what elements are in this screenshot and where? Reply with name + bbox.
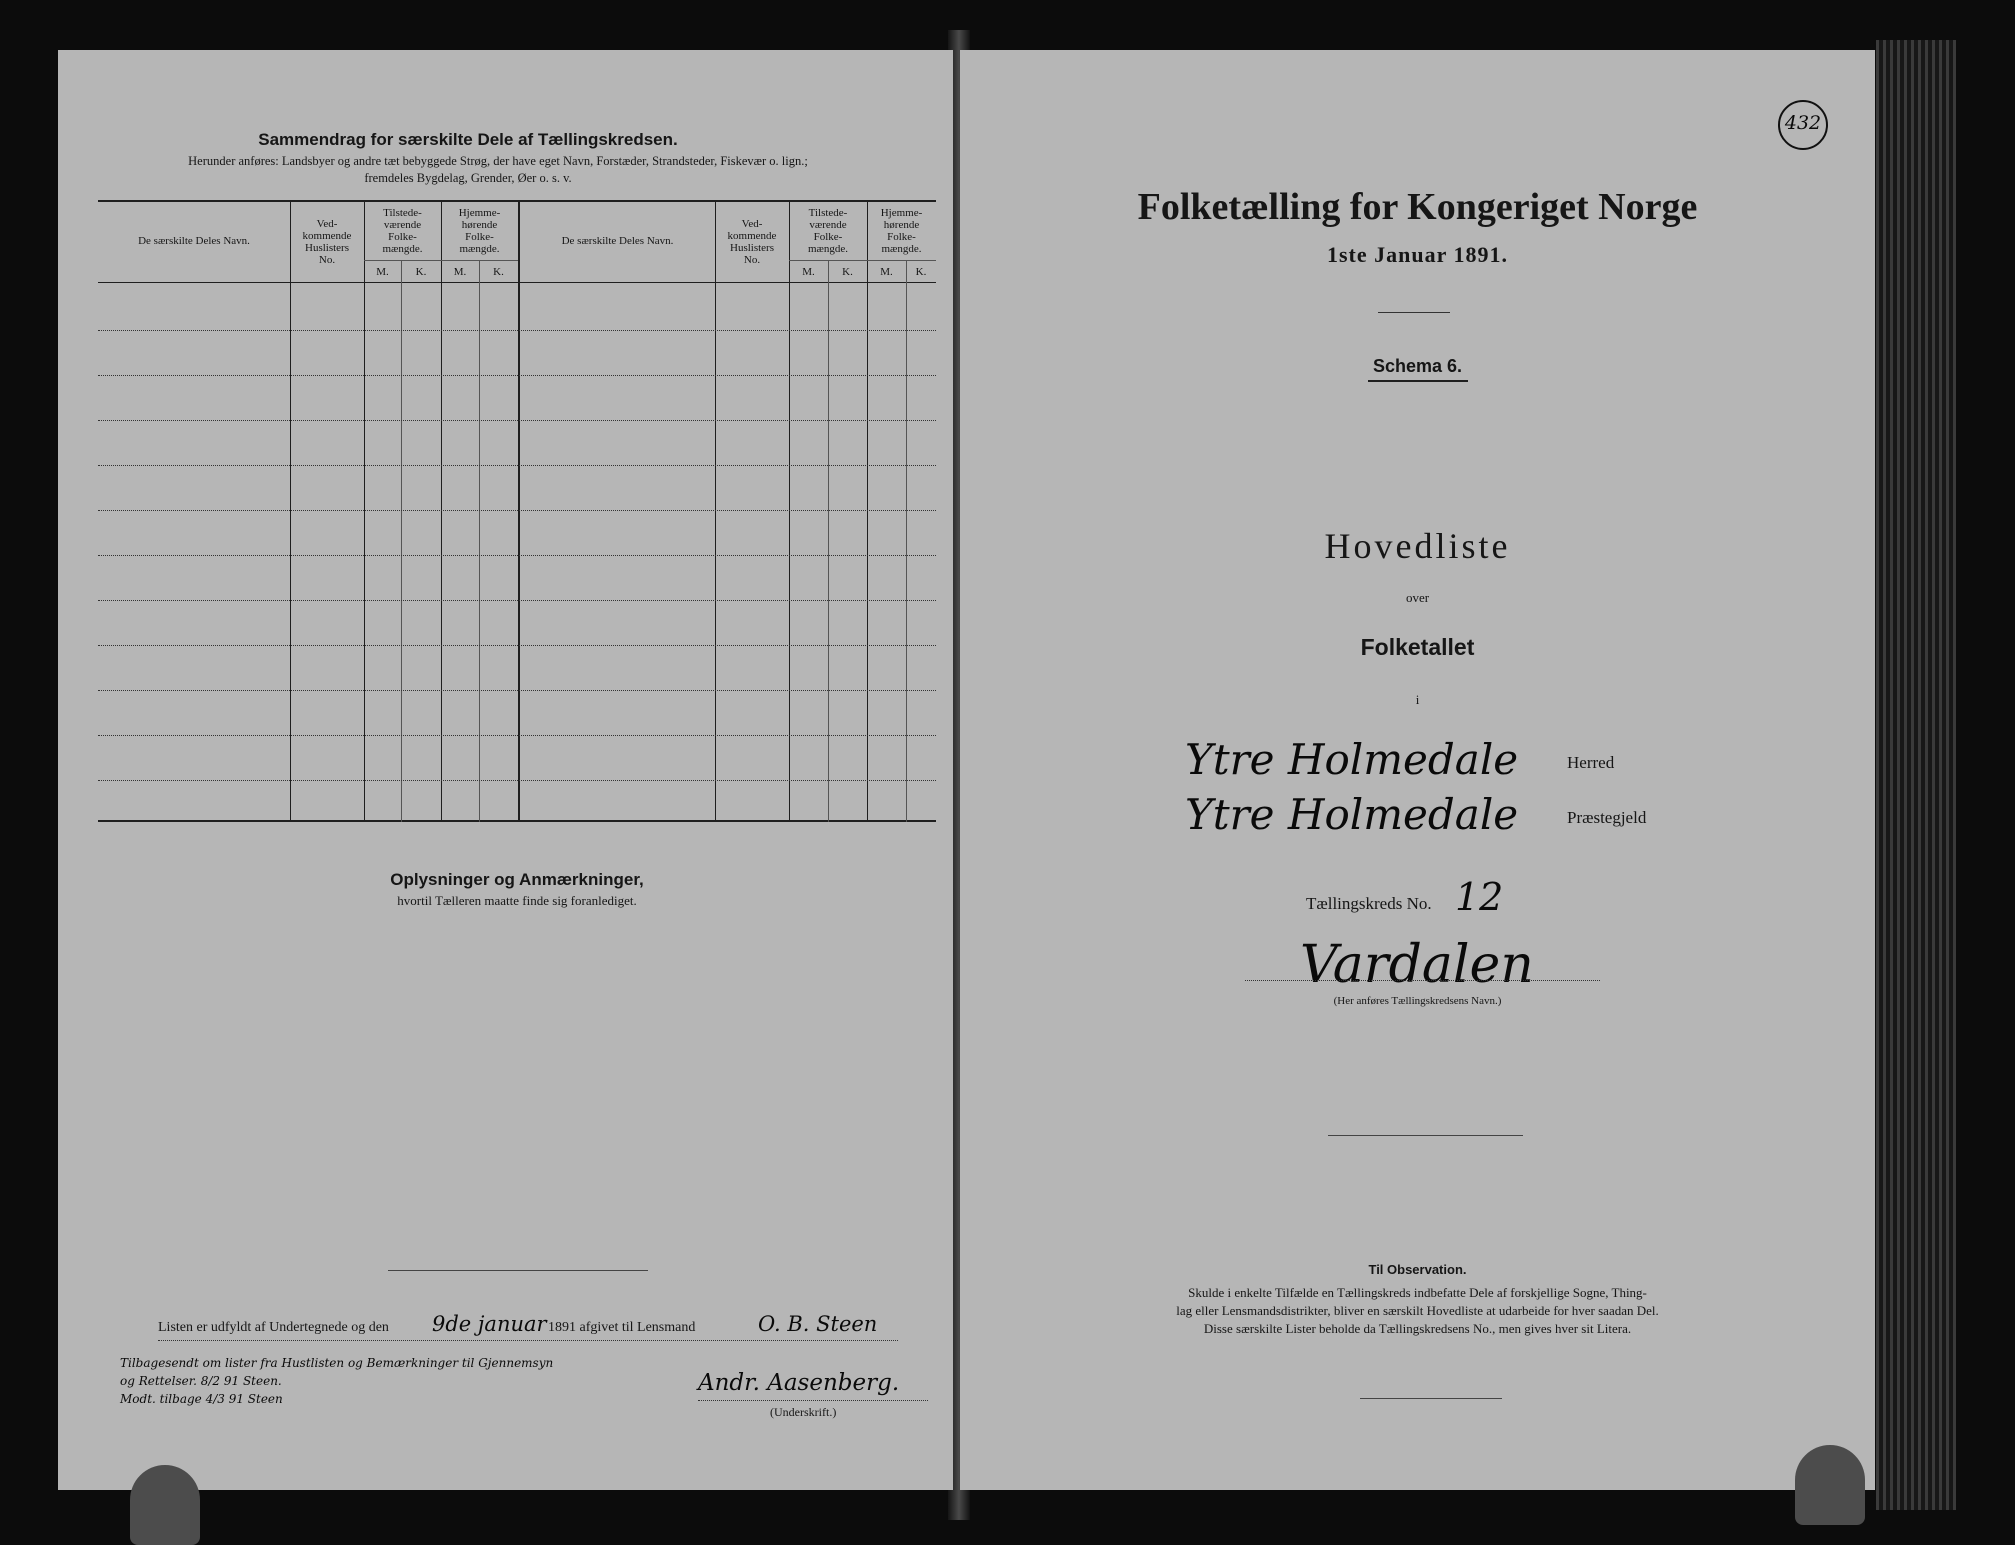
prestegjeld-label: Præstegjeld (1567, 808, 1647, 827)
summary-intro-line2: fremdeles Bygdelag, Grender, Øer o. s. v. (364, 171, 572, 185)
over-label: over (1405, 590, 1430, 605)
m-label: M. (880, 266, 893, 278)
k-label: K. (842, 266, 853, 278)
underskrift-label: (Underskrift.) (770, 1405, 837, 1419)
col-til-header-2: Tilstede- værende Folke- mængde. (807, 207, 849, 255)
right-page (960, 50, 1875, 1490)
col-til-header: Tilstede- værende Folke- mængde. (382, 207, 423, 255)
sign-year: 1891 afgivet til Lensmand (548, 1320, 696, 1335)
sign-prefix: Listen er udfyldt af Undertegnede og den (158, 1320, 389, 1335)
m-label: M. (376, 266, 389, 278)
observation-title: Til Observation. (1368, 1262, 1467, 1277)
remarks-title: Oplysninger og Anmærkninger, (390, 870, 644, 889)
schema-label: Schema 6. (1372, 356, 1463, 376)
census-date: 1ste Januar 1891. (1327, 242, 1508, 267)
kreds-label: Tællingskreds No. (1306, 894, 1432, 913)
i-label: i (1415, 692, 1420, 707)
sign-date: 9de januar (432, 1312, 547, 1336)
observation-line3: Disse særskilte Lister beholde da Tællingskredsens No., men gives hver sit Litera. (1203, 1321, 1632, 1336)
page-number: 432 (1784, 112, 1822, 134)
page-edges (1876, 40, 1956, 1510)
kreds-name-note: (Her anføres Tællingskredsens Navn.) (1333, 995, 1502, 1007)
herred-label: Herred (1567, 753, 1615, 772)
prestegjeld-value: Ytre Holmedale (1185, 790, 1519, 839)
counter-signature: Andr. Aasenberg. (698, 1370, 900, 1396)
col-name-header: De særskilte Deles Navn. (138, 235, 250, 247)
herred-value: Ytre Holmedale (1185, 735, 1519, 784)
col-name-header-2: De særskilte Deles Navn. (561, 235, 674, 247)
k-label: K. (415, 266, 427, 278)
m-label: M. (453, 266, 467, 278)
summary-intro-line1: Herunder anføres: Landsbyer og andre tæt bebyggede Strøg, der have eget Navn, Forstæder, Strandsteder, Fiskevær o. lign.; (188, 154, 808, 168)
k-label: K. (493, 266, 504, 278)
col-hjem-header-2: Hjemme- hørende Folke- mængde. (880, 207, 923, 255)
m-label: M. (802, 266, 815, 278)
note-line1: Tilbagesendt om lister fra Hustlisten og Bemærkninger til Gjennemsyn (120, 1356, 554, 1370)
col-ved-header: Ved- kommende Huslisters No. (302, 218, 352, 266)
sign-lensmand: O. B. Steen (758, 1312, 878, 1336)
k-label: K. (915, 266, 927, 278)
note-line3: Modt. tilbage 4/3 91 Steen (120, 1392, 283, 1406)
summary-title: Sammendrag for særskilte Dele af Tællingskredsen. (258, 130, 678, 149)
left-page (58, 50, 953, 1490)
col-ved-header-2: Ved- kommende Huslisters No. (727, 218, 777, 266)
col-hjem-header: Hjemme- hørende Folke- mængde. (458, 207, 501, 255)
note-line2: og Rettelser. 8/2 91 Steen. (120, 1374, 282, 1388)
main-title: Folketælling for Kongeriget Norge (1137, 186, 1698, 228)
observation-line1: Skulde i enkelte Tilfælde en Tællingskreds indbefatte Dele af forskjellige Sogne, Thing- (1188, 1285, 1647, 1300)
observation-line2: lag eller Lensmandsdistrikter, bliver en særskilt Hovedliste at udarbeide for hver saadan Del. (1176, 1303, 1659, 1318)
kreds-name: Vardalen (1300, 935, 1534, 995)
folketallet-label: Folketallet (1360, 634, 1475, 660)
right-page-clip (1795, 1445, 1865, 1525)
kreds-number: 12 (1455, 875, 1504, 919)
left-page-clip (130, 1465, 200, 1545)
hovedliste-title: Hovedliste (1324, 526, 1511, 566)
remarks-subtitle: hvortil Tælleren maatte finde sig foranlediget. (397, 893, 637, 908)
